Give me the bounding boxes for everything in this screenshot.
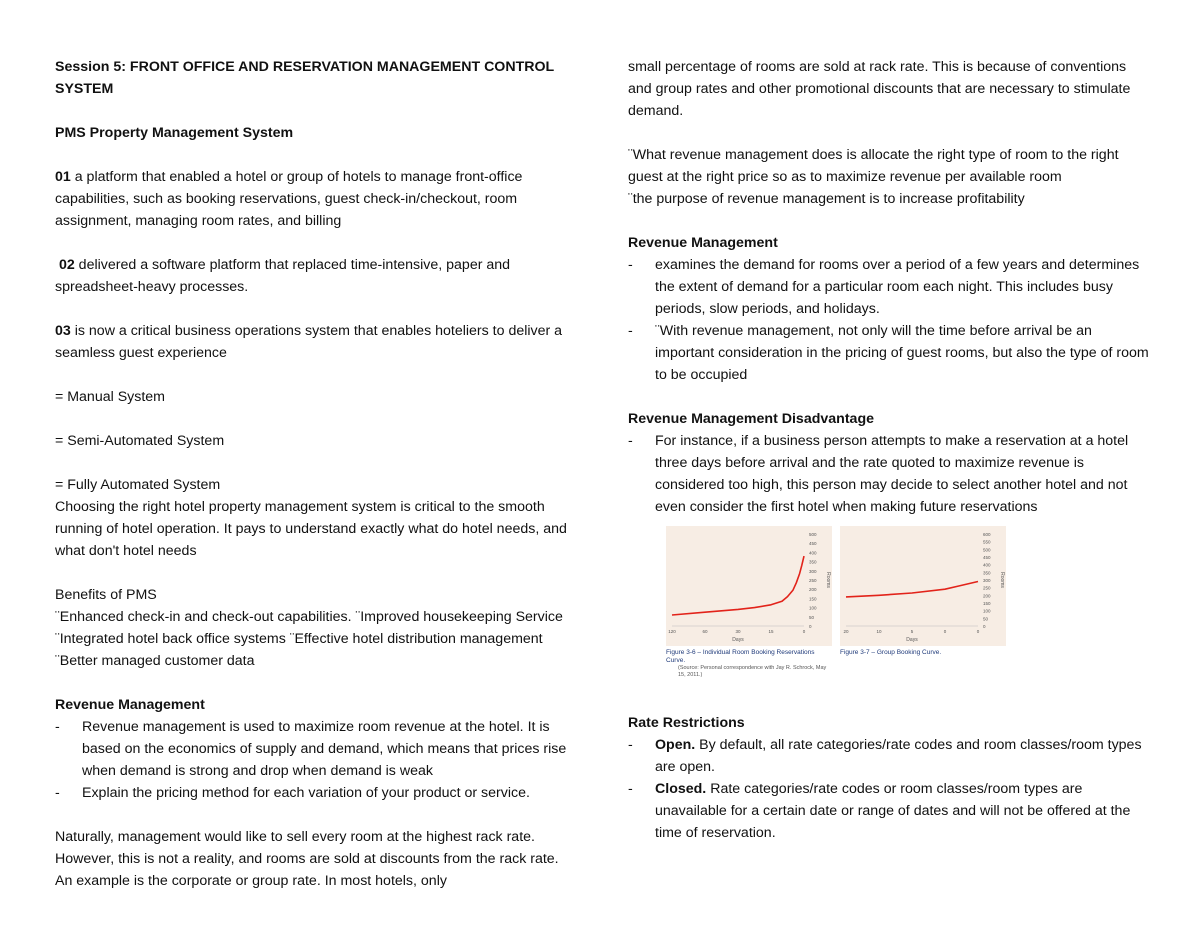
figure-caption: Figure 3-6 – Individual Room Booking Reservations Curve.	[666, 649, 815, 664]
revenue-management-list-2	[628, 254, 1153, 386]
chart-background	[666, 526, 832, 646]
y-tick-label: 200	[809, 587, 817, 593]
list-item	[628, 734, 1153, 778]
continued-paragraph: small percentage of rooms are sold at rack rate. This is because of conventions and group rates and other promotional discounts that are necessary to stimulate demand.	[628, 59, 1131, 119]
y-tick-label: 500	[809, 532, 817, 537]
system-semi-automated: = Semi-Automated System	[55, 433, 225, 449]
y-tick-label: 350	[983, 570, 991, 576]
list-item: - For instance, if a business person attempts to make a reservation at a hotel three days before arrival and the rate quoted to maximize revenue is considered too high, this person may decide to select another hotel and not even consider the first hotel when making future reservations	[628, 430, 1153, 518]
figure-source: (Source: Personal correspondence with Jay R. Schrock, May 15, 2011.)	[678, 665, 827, 678]
y-tick-label: 150	[809, 596, 817, 602]
left-column	[55, 56, 575, 892]
x-tick-label: 0	[943, 629, 947, 634]
x-tick-label: 15	[768, 629, 774, 634]
y-axis-label: Rooms	[999, 572, 1005, 588]
y-tick-label: 0	[809, 624, 812, 629]
choosing-paragraph: Choosing the right hotel property management system is critical to the smooth running of hotel operation. It pays to understand exactly what do hotel needs, and what don't hotel needs	[55, 499, 567, 559]
y-tick-label: 150	[983, 601, 991, 606]
chart-background	[840, 526, 1006, 646]
benefits-heading: Benefits of PMS	[55, 587, 157, 603]
y-tick-label: 250	[809, 578, 817, 583]
rate-label: Closed.	[655, 781, 707, 797]
rate-text: By default, all rate categories/rate codes and room classes/room types are open.	[655, 737, 1142, 775]
disadvantage-list	[628, 430, 1153, 518]
list-item	[628, 778, 1153, 844]
revenue-quote-2: ¨the purpose of revenue management is to increase profitability	[628, 191, 1025, 207]
point-text: is now a critical business operations system that enables hoteliers to deliver a seamless guest experience	[55, 323, 563, 361]
pms-heading: PMS Property Management System	[55, 125, 294, 141]
y-tick-label: 50	[983, 616, 989, 622]
y-tick-label: 0	[983, 624, 986, 629]
x-tick-label: 30	[735, 629, 741, 634]
y-tick-label: 300	[809, 568, 817, 574]
x-tick-label: 10	[876, 629, 882, 634]
naturally-paragraph: Naturally, management would like to sell every room at the highest rack rate. However, this is not a reality, and rooms are sold at discounts from the rack rate. An example is the corporate or group rate. In most hotels, only	[55, 829, 559, 889]
rate-text: Rate categories/rate codes or room classes/room types are unavailable for a certain date or range of dates and will not be offered at the time of reservation.	[655, 781, 1131, 841]
pms-point-3	[55, 320, 575, 364]
y-tick-label: 450	[809, 541, 817, 547]
x-axis-label: Days	[732, 637, 744, 643]
figures-row	[628, 526, 1153, 704]
point-number: 03	[55, 323, 71, 339]
pms-point-2	[55, 254, 575, 298]
list-item: - ¨With revenue management, not only will the time before arrival be an important consideration in the pricing of guest rooms, but also the type of room to be occupied	[628, 320, 1153, 386]
x-tick-label: 5	[910, 629, 914, 634]
system-fully-automated: = Fully Automated System	[55, 477, 221, 493]
y-tick-label: 600	[983, 532, 991, 537]
rate-restrictions-list	[628, 734, 1153, 844]
y-tick-label: 550	[983, 539, 991, 545]
session-title: Session 5: FRONT OFFICE AND RESERVATION MANAGEMENT CONTROL SYSTEM	[55, 59, 554, 97]
figure-group-booking	[840, 526, 1006, 657]
x-tick-label: 0	[976, 629, 980, 634]
rate-restrictions-heading: Rate Restrictions	[628, 715, 745, 731]
x-tick-label: 0	[802, 629, 806, 634]
y-tick-label: 300	[983, 578, 991, 583]
rate-label: Open.	[655, 737, 696, 753]
y-axis-label: Rooms	[825, 572, 831, 588]
y-tick-label: 200	[983, 593, 991, 599]
y-tick-label: 100	[983, 608, 991, 614]
figure-caption: Figure 3-7 – Group Booking Curve.	[840, 649, 942, 656]
group-booking-chart	[840, 526, 1006, 646]
x-tick-label: 120	[668, 629, 676, 634]
y-tick-label: 350	[809, 559, 817, 565]
individual-booking-chart	[666, 526, 832, 646]
y-tick-label: 400	[809, 550, 817, 556]
system-manual: = Manual System	[55, 389, 166, 405]
revenue-management-heading-2: Revenue Management	[628, 235, 778, 251]
y-tick-label: 450	[983, 555, 991, 560]
point-text: a platform that enabled a hotel or group of hotels to manage front-office capabilities, such as booking reservations, guest check-in/checkout, room assignment, managing room rates, and billing	[55, 169, 523, 229]
revenue-management-heading: Revenue Management	[55, 697, 205, 713]
y-tick-label: 400	[983, 562, 991, 568]
point-text: delivered a software platform that replaced time-intensive, paper and spreadsheet-heavy processes.	[55, 257, 511, 295]
figure-individual-booking	[666, 526, 832, 679]
x-tick-label: 60	[702, 629, 708, 634]
pms-point-1	[55, 166, 575, 232]
list-item: - examines the demand for rooms over a period of a few years and determines the extent of demand for a particular room each night. This includes busy periods, slow periods, and holidays.	[628, 254, 1153, 320]
x-axis-label: Days	[906, 637, 918, 643]
x-tick-label: 20	[843, 629, 849, 634]
y-tick-label: 500	[983, 547, 991, 553]
y-tick-label: 100	[809, 605, 817, 611]
list-item: - Revenue management is used to maximize room revenue at the hotel. It is based on the economics of supply and demand, which means that prices rise when demand is strong and drop when demand is weak	[55, 716, 575, 782]
y-tick-label: 50	[809, 614, 815, 620]
point-number: 01	[55, 169, 71, 185]
disadvantage-heading: Revenue Management Disadvantage	[628, 411, 874, 427]
right-column	[628, 56, 1153, 844]
point-number: 02	[58, 257, 75, 273]
y-tick-label: 250	[983, 585, 991, 591]
revenue-management-list	[55, 716, 575, 804]
list-item: - Explain the pricing method for each variation of your product or service.	[55, 782, 575, 804]
revenue-quote-1: ¨What revenue management does is allocate the right type of room to the right guest at the right price so as to maximize revenue per available room	[628, 147, 1119, 185]
benefits-text: ¨Enhanced check-in and check-out capabilities. ¨Improved housekeeping Service ¨Integrated hotel back office systems ¨Effective hotel distribution management ¨Better managed customer data	[55, 609, 563, 669]
